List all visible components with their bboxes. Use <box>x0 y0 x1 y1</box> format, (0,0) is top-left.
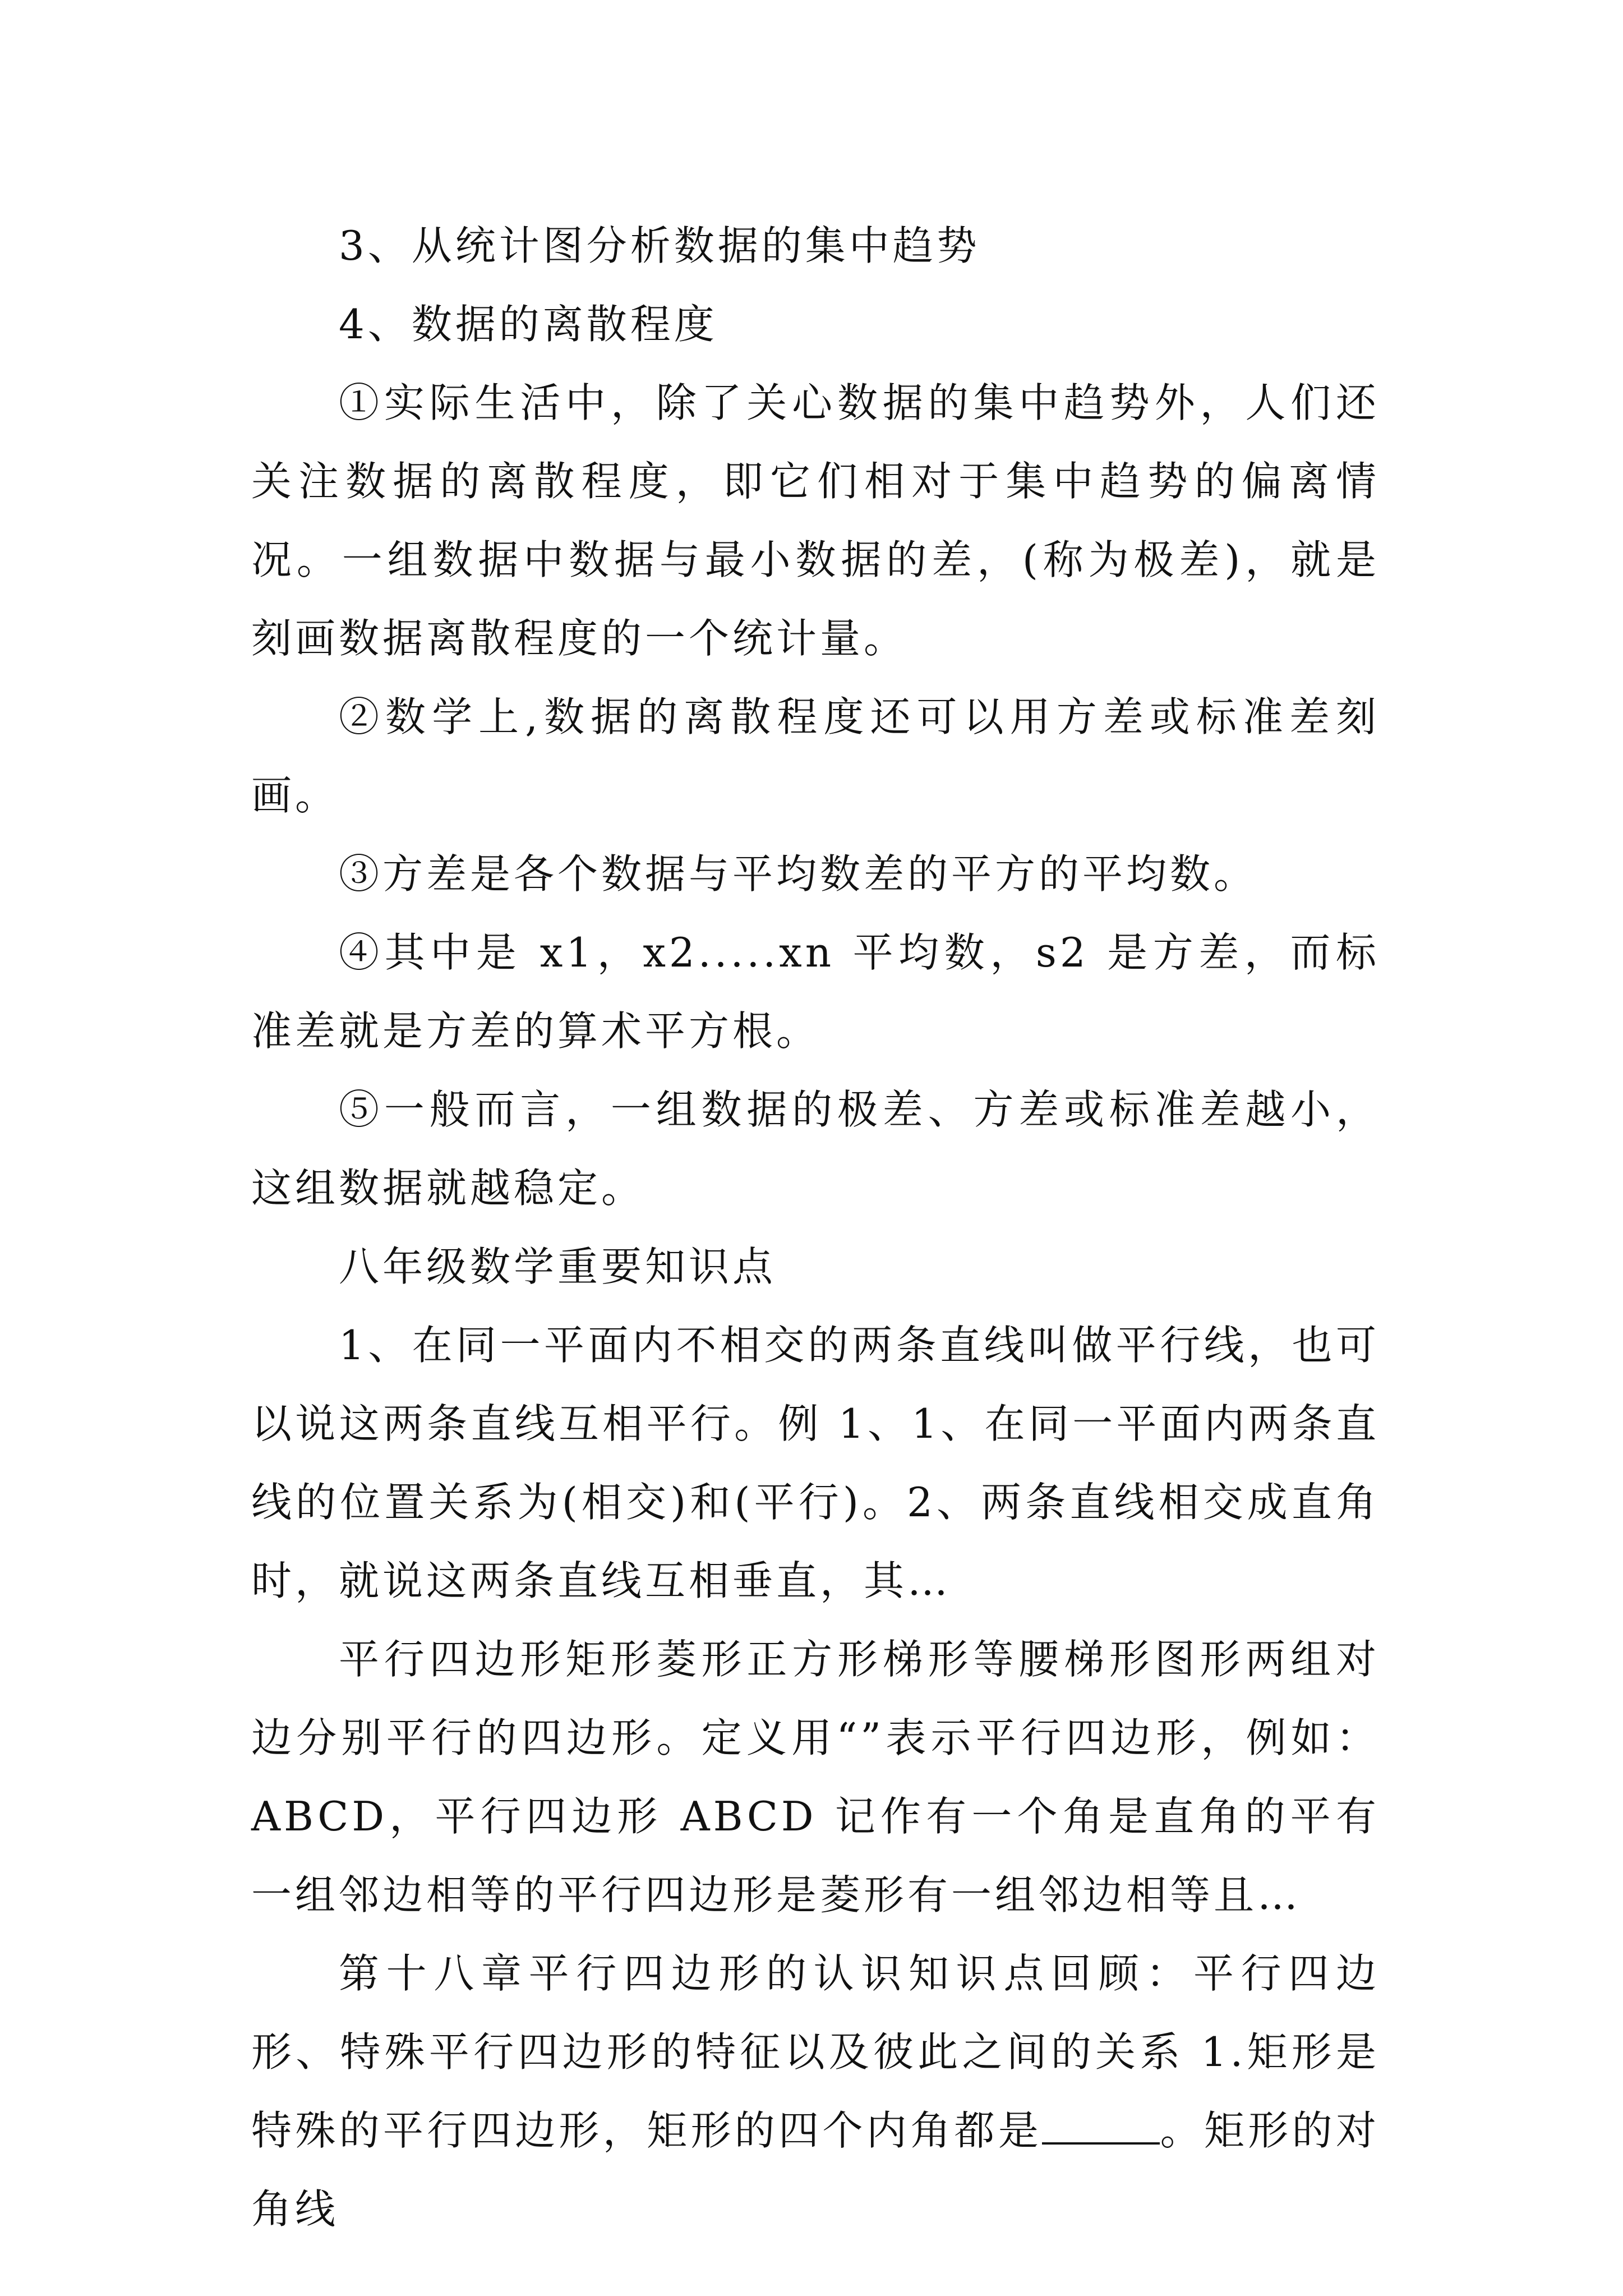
paragraph-chapter-18 <box>251 1934 1380 2248</box>
paragraph-item-4: ④其中是 x1，x2.....xn 平均数，s2 是方差，而标准差就是方差的算术平方根。 <box>251 929 1380 1055</box>
chapter-18-text-after-blank: 。矩形的对角线 <box>251 2107 1380 2233</box>
chapter-18-text-before-blank: 第十八章平行四边形的认识知识点回顾：平行四边形、特殊平行四边形的特征以及彼此之间的关系 1.矩形是特殊的平行四边形，矩形的四个内角都是 <box>251 1950 1380 2154</box>
paragraph-item-1: ①实际生活中，除了关心数据的集中趋势外，人们还关注数据的离散程度，即它们相对于集中趋势的偏离情况。一组数据中数据与最小数据的差，(称为极差)，就是刻画数据离散程度的一个统计量。 <box>251 379 1380 662</box>
paragraph-item-5: ⑤一般而言，一组数据的极差、方差或标准差越小，这组数据就越稳定。 <box>251 1086 1380 1212</box>
paragraph-quadrilaterals: 平行四边形矩形菱形正方形梯形等腰梯形图形两组对边分别平行的四边形。定义用“”表示平行四边形，例如：ABCD，平行四边形 ABCD 记作有一个角是直角的平有一组邻边相等的平行四边形是菱形有一组邻边相等且… <box>251 1636 1380 1918</box>
document-body <box>251 206 1380 2248</box>
paragraph-heading-3: 3、从统计图分析数据的集中趋势 <box>339 222 980 269</box>
paragraph-heading-4: 4、数据的离散程度 <box>339 301 718 348</box>
paragraph-item-3: ③方差是各个数据与平均数差的平方的平均数。 <box>339 850 1258 898</box>
section-title: 八年级数学重要知识点 <box>339 1243 777 1290</box>
paragraph-parallel-lines: 1、在同一平面内不相交的两条直线叫做平行线，也可以说这两条直线互相平行。例 1、1、在同一平面内两条直线的位置关系为(相交)和(平行)。2、两条直线相交成直角时，就说这两条直线互相垂直，其… <box>251 1322 1380 1604</box>
fill-in-blank <box>1042 2109 1160 2145</box>
paragraph-item-2: ②数学上,数据的离散程度还可以用方差或标准差刻画。 <box>251 693 1380 819</box>
